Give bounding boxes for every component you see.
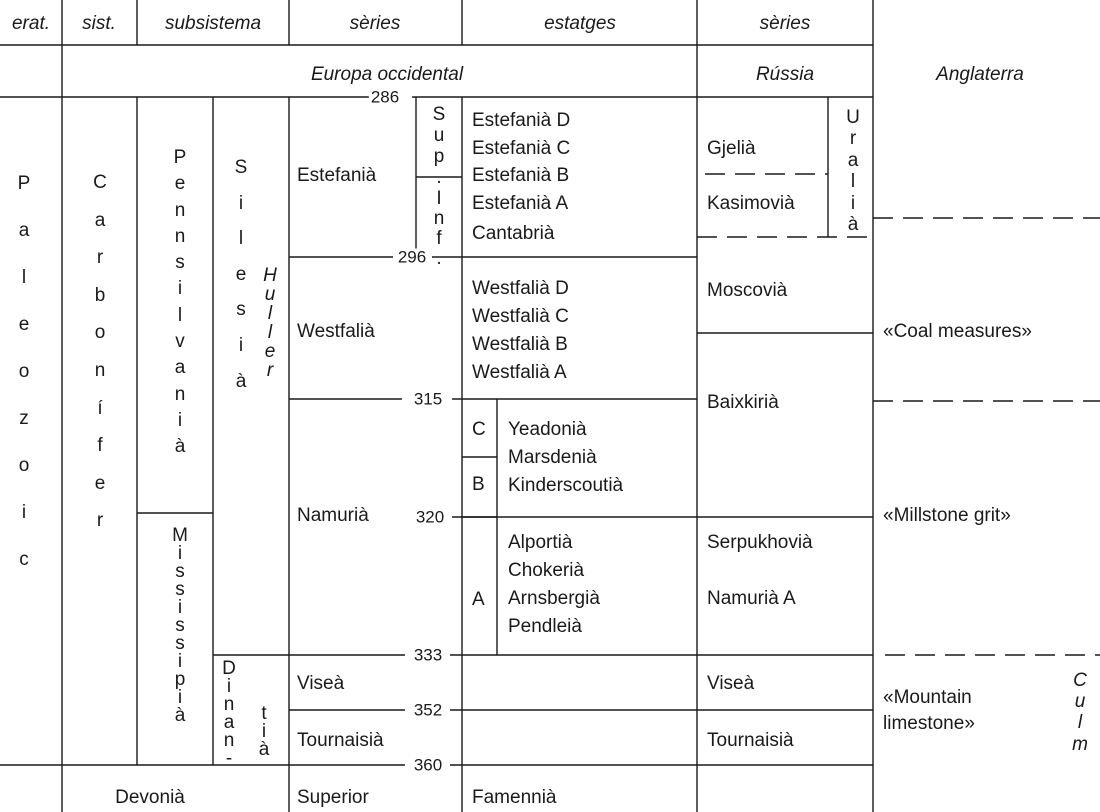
anglaterra-coal-measures: «Coal measures» xyxy=(883,321,1032,342)
estatge-item: Cantabrià xyxy=(472,223,555,244)
local-dinantia-right: t i à xyxy=(258,703,270,760)
estatge-item: Alportià xyxy=(508,532,573,553)
estatge-item: Westfalià A xyxy=(472,362,567,383)
namuria-b-label: B xyxy=(472,474,485,495)
estatge-item: Chokerià xyxy=(508,560,585,581)
russia-gjelia: Gjelià xyxy=(707,138,756,159)
age-label: 320 xyxy=(415,507,445,527)
estefania-sup: S u p . xyxy=(432,104,446,188)
region-europa-occidental: Europa occidental xyxy=(310,64,464,85)
local-huller: H u l l e r xyxy=(263,265,277,381)
namuria-a-label: A xyxy=(472,589,485,610)
header-series: sèries xyxy=(349,13,401,34)
estatge-item: Yeadonià xyxy=(508,419,587,440)
russia-kasimovia: Kasimovià xyxy=(707,193,795,214)
header-estatges: estatges xyxy=(544,13,616,34)
estatge-item: Estefanià D xyxy=(472,110,571,131)
series-westfalia: Westfalià xyxy=(297,321,375,342)
age-label: 315 xyxy=(413,389,443,409)
estatge-item: Westfalià D xyxy=(472,278,569,299)
namuria-c-label: C xyxy=(472,419,486,440)
russia-moscovia: Moscovià xyxy=(707,280,788,301)
russia-uralia: U r a l i à xyxy=(846,107,860,236)
estatge-item: Arnsbergià xyxy=(508,588,600,609)
age-label: 333 xyxy=(413,645,443,665)
region-anglaterra: Anglaterra xyxy=(936,64,1024,85)
estatge-item: Pendleià xyxy=(508,616,582,637)
estefania-inf: I n f . xyxy=(433,188,445,269)
subsistema-mississipia: M i s s i s s i p i à xyxy=(172,525,188,726)
series-visea: Viseà xyxy=(297,673,345,694)
estatge-item: Westfalià B xyxy=(472,334,568,355)
age-label: 352 xyxy=(413,700,443,720)
russia-tournaisia: Tournaisià xyxy=(707,730,794,751)
estatge-item: Kinderscoutià xyxy=(508,475,624,496)
russia-visea: Viseà xyxy=(707,673,755,694)
series-namuria: Namurià xyxy=(297,505,369,526)
anglaterra-mountain-line1: «Mountain xyxy=(883,687,972,708)
russia-serpukhovia: Serpukhovià xyxy=(707,532,813,553)
series-tournaisia: Tournaisià xyxy=(297,730,384,751)
russia-namuria-a: Namurià A xyxy=(707,588,796,609)
anglaterra-culm: C u l m xyxy=(1072,670,1088,755)
erat-paleozoic: P a l e o z o i c xyxy=(17,173,31,570)
russia-baixkiria: Baixkirià xyxy=(707,392,779,413)
estatge-item: Estefanià B xyxy=(472,165,570,186)
bottom-famennia: Famennià xyxy=(472,787,557,808)
anglaterra-millstone-grit: «Millstone grit» xyxy=(883,505,1011,526)
sist-carbonifer: C a r b o n í f e r xyxy=(93,172,107,532)
header-erat: erat. xyxy=(11,13,51,34)
header-subsistema: subsistema xyxy=(164,13,262,34)
bottom-superior: Superior xyxy=(297,787,369,808)
series-estefania: Estefanià xyxy=(297,165,377,186)
age-label: 286 xyxy=(370,87,400,107)
anglaterra-mountain-line2: limestone» xyxy=(883,713,975,734)
age-label: 296 xyxy=(397,247,427,267)
header-sist: sist. xyxy=(82,13,116,34)
local-dinantia-left: D i n a n - xyxy=(222,658,236,769)
bottom-devonia: Devonià xyxy=(115,787,185,808)
header-series-russia: sèries xyxy=(759,13,811,34)
estatge-item: Marsdenià xyxy=(508,447,597,468)
age-label: 360 xyxy=(413,755,443,775)
local-silesia: S i l e s i à xyxy=(234,157,248,392)
estatge-item: Westfalià C xyxy=(472,306,569,327)
subsistema-pennsilvania: P e n n s i l v a n i à xyxy=(173,147,187,458)
estatge-item: Estefanià C xyxy=(472,138,571,159)
estatge-item: Estefanià A xyxy=(472,193,569,214)
region-russia: Rússia xyxy=(755,64,815,85)
